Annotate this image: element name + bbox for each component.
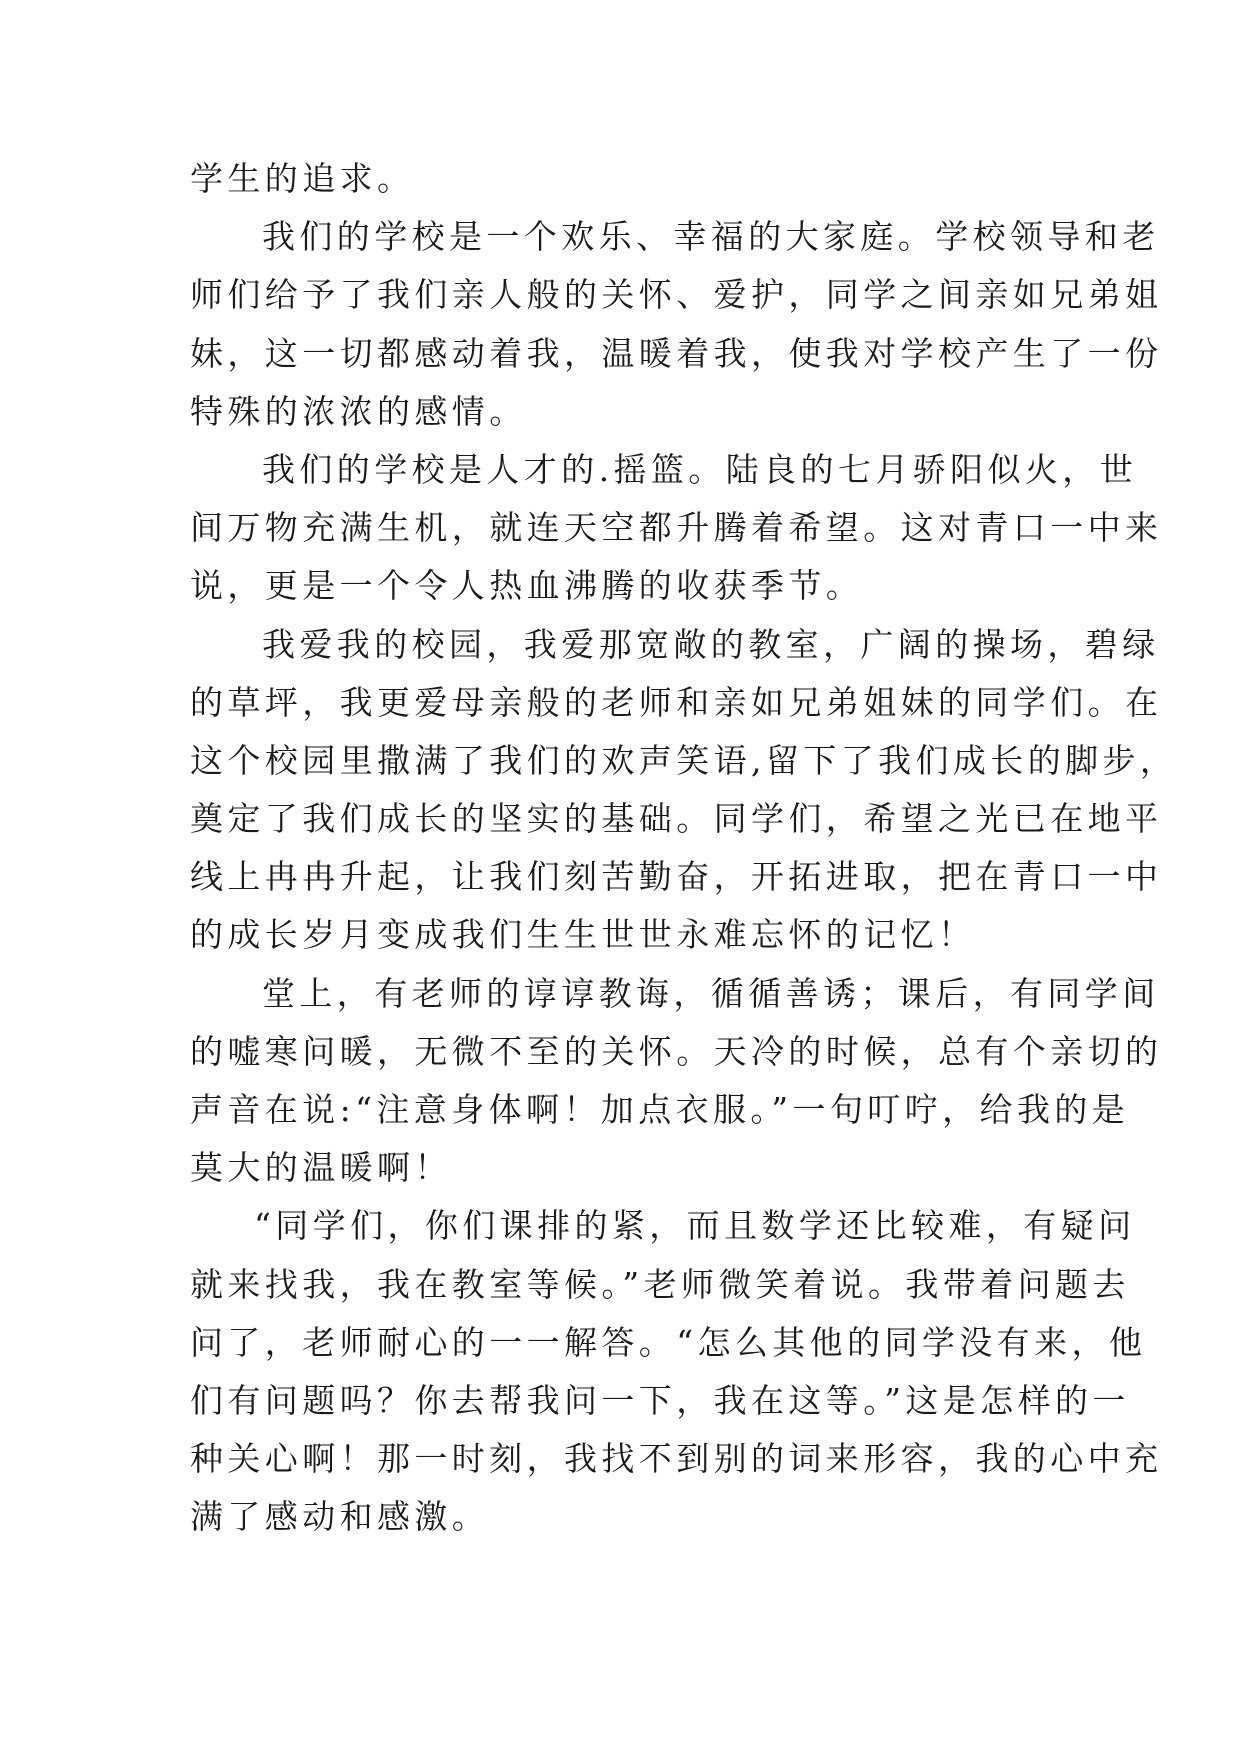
text-line: 妹，这一切都感动着我，温暖着我，使我对学校产生了一份: [190, 333, 1163, 373]
text-line: 声音在说:“注意身体啊！加点衣服。”一句叮咛，给我的是: [190, 1090, 1130, 1129]
text-line: 满了感动和感激。: [190, 1497, 490, 1537]
text-line: 奠定了我们成长的坚实的基础。同学们，希望之光已在地平: [190, 799, 1163, 839]
text-line: 的嘘寒问暖，无微不至的关怀。天冷的时候，总有个亲切的: [190, 1031, 1163, 1071]
paragraph-first-line: 我们的学校是一个欢乐、幸福的大家庭。学校领导和老: [262, 217, 1160, 257]
paragraph-first-line: 堂上，有老师的谆谆教诲，循循善诱；课后，有同学间: [262, 973, 1160, 1013]
text-line: 这个校园里撒满了我们的欢声笑语,留下了我们成长的脚步，: [190, 740, 1178, 780]
text-line: 线上冉冉升起，让我们刻苦勤奋，开拓进取，把在青口一中: [190, 857, 1163, 897]
text-line: 就来找我，我在教室等候。”老师微笑着说。我带着问题去: [190, 1264, 1130, 1304]
text-line: 们有问题吗？你去帮我问一下，我在这等。”这是怎样的一: [190, 1380, 1130, 1420]
text-line: 说，更是一个令人热血沸腾的收获季节。: [190, 566, 864, 606]
text-line: 的成长岁月变成我们生生世世永难忘怀的记忆！: [190, 915, 976, 955]
text-line: 的草坪，我更爱母亲般的老师和亲如兄弟姐妹的同学们。在: [190, 682, 1163, 722]
text-line: 特殊的浓浓的感情。: [190, 391, 527, 431]
paragraph-first-line: “同学们，你们课排的紧，而且数学还比较难，有疑问: [254, 1206, 1136, 1246]
text-line: 问了，老师耐心的一一解答。“怎么其他的同学没有来，他: [190, 1322, 1147, 1362]
paragraph-first-line: 我爱我的校园，我爱那宽敞的教室，广阔的操场，碧绿: [262, 624, 1160, 664]
body-text: [190, 150, 1178, 1547]
text-line: 师们给予了我们亲人般的关怀、爱护，同学之间亲如兄弟姐: [190, 275, 1163, 315]
paragraph-first-line: 我们的学校是人才的.摇篮。陆良的七月骄阳似火，世: [262, 449, 1138, 489]
text-line: 学生的追求。: [190, 159, 415, 198]
text-line: 种关心啊！那一时刻，我找不到别的词来形容，我的心中充: [190, 1439, 1163, 1479]
text-line: 间万物充满生机，就连天空都升腾着希望。这对青口一中来: [190, 508, 1163, 548]
text-line: 莫大的温暖啊！: [190, 1148, 452, 1188]
